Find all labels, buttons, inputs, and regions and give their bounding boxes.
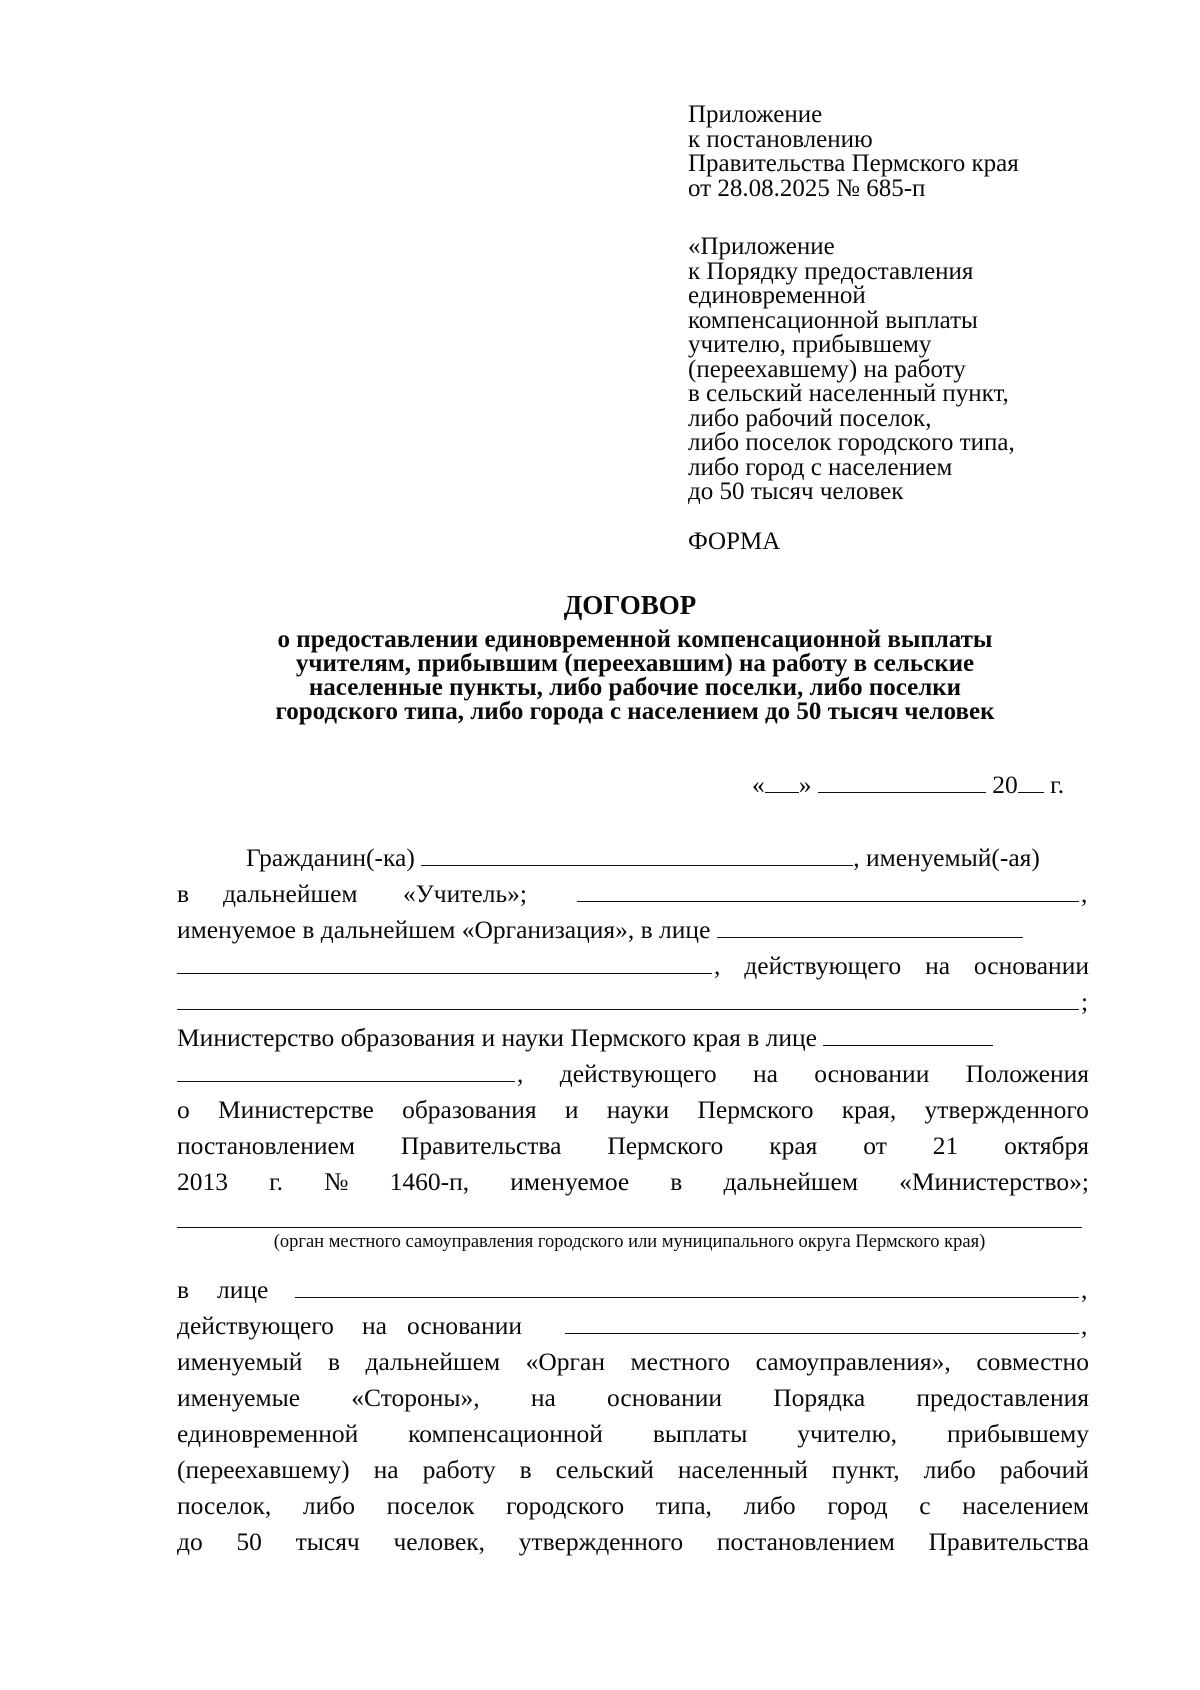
month-blank[interactable] — [818, 770, 986, 793]
acting-basis-text — [714, 951, 1089, 981]
ministry-representative-blank[interactable] — [823, 1023, 993, 1046]
word: 1460-п, — [389, 1167, 470, 1196]
document-title: ДОГОВОР — [563, 590, 697, 620]
word: поселок — [386, 1491, 475, 1520]
word: края — [769, 1131, 818, 1160]
date-open-quote: « — [752, 770, 765, 799]
body-line-citizen — [246, 843, 1040, 873]
body-line-paragraph — [177, 1455, 1089, 1485]
body-line-ministry-regulation — [177, 1095, 1089, 1125]
citizen-name-blank[interactable] — [421, 843, 853, 866]
word: тысяч — [295, 1527, 360, 1556]
comma: , — [1081, 1311, 1088, 1340]
appendix-line: (переехавшему) на работу — [688, 355, 966, 383]
acting-basis-label: , действующего на основании — [714, 951, 1089, 980]
word: дальнейшем — [723, 1167, 859, 1196]
word: пункт, — [831, 1455, 900, 1484]
word: Министерстве — [218, 1095, 374, 1124]
subtitle-line: учителям, прибывшим (переехавшим) на работу в сельские — [295, 650, 975, 677]
word: учителю, — [797, 1419, 898, 1448]
word: основании — [607, 1383, 723, 1412]
word: , — [517, 1059, 524, 1088]
word: Порядка — [773, 1383, 866, 1412]
word: основании — [814, 1059, 930, 1088]
comma: , — [1081, 879, 1088, 908]
word: утвержденного — [518, 1527, 684, 1556]
contract-date — [752, 770, 1064, 800]
resolution-line: от 28.08.2025 № 685-п — [688, 174, 926, 202]
date-close-quote: » — [798, 770, 812, 799]
word: утвержденного — [924, 1095, 1089, 1124]
body-line-ministry-named — [177, 1167, 1089, 1197]
appendix-line: до 50 тысяч человек — [688, 478, 904, 505]
appendix-line: учителю, прибывшему — [688, 331, 932, 358]
appendix-line: либо поселок городского типа, — [688, 429, 1015, 456]
word: 50 — [236, 1527, 262, 1556]
form-label: ФОРМА — [688, 528, 781, 555]
word: на — [362, 1311, 387, 1340]
word: октября — [1004, 1131, 1089, 1160]
local-government-caption: (орган местного самоуправления городского или муниципального округа Пермского края) — [273, 1232, 986, 1252]
word: о — [177, 1095, 190, 1124]
word: действующего — [559, 1059, 717, 1088]
word: постановлением — [177, 1131, 356, 1160]
word: лице — [217, 1275, 269, 1304]
appendix-line: в сельский населенный пункт, — [688, 380, 1009, 407]
word: город — [827, 1491, 888, 1520]
word: населением — [962, 1491, 1089, 1520]
word: на — [530, 1383, 556, 1412]
word: самоуправления», — [755, 1347, 951, 1376]
body-line-paragraph — [177, 1491, 1089, 1521]
word: именуемый — [177, 1347, 303, 1376]
body-line-ministry-resolution — [177, 1131, 1089, 1161]
ministry-position-blank[interactable] — [177, 1059, 515, 1082]
resolution-line: Приложение — [688, 101, 823, 128]
local-government-blank[interactable] — [177, 1227, 1082, 1228]
word: именуемые — [177, 1383, 301, 1412]
appendix-line: единовременной — [688, 282, 866, 309]
word: «Учитель»; — [403, 879, 527, 908]
organization-name-blank[interactable] — [577, 879, 1079, 902]
word: с — [919, 1491, 931, 1520]
word: либо — [743, 1491, 796, 1520]
word: либо — [302, 1491, 355, 1520]
word: Пермского — [607, 1131, 724, 1160]
word: работу — [422, 1455, 496, 1484]
appendix-line: «Приложение — [688, 233, 835, 260]
word: компенсационной — [408, 1419, 603, 1448]
subtitle-line: о предоставлении единовременной компенсационной выплаты — [277, 626, 993, 653]
word: Положения — [965, 1059, 1089, 1088]
word: рабочий — [999, 1455, 1089, 1484]
word: населенный — [677, 1455, 808, 1484]
word: и — [564, 1095, 579, 1124]
org-basis-blank[interactable] — [177, 987, 1079, 1010]
word: основании — [407, 1311, 523, 1340]
appendix-line: к Порядку предоставления — [688, 257, 974, 285]
resolution-line: к постановлению — [688, 125, 873, 153]
word: на — [373, 1455, 399, 1484]
word: от — [863, 1131, 887, 1160]
semicolon: ; — [1081, 987, 1089, 1016]
word: дальнейшем — [365, 1347, 501, 1376]
word: образования — [402, 1095, 537, 1124]
word: в — [177, 1275, 190, 1304]
word: действующего — [177, 1311, 334, 1340]
body-line-paragraph — [177, 1347, 1089, 1377]
word: в — [519, 1455, 532, 1484]
local-representative-blank[interactable] — [295, 1275, 1079, 1298]
word: сельский — [555, 1455, 654, 1484]
appendix-header — [688, 235, 1015, 505]
day-blank[interactable] — [765, 770, 799, 793]
appendix-line: либо город с населением — [688, 453, 953, 481]
citizen-named: , именуемый(-ая) — [853, 843, 1040, 872]
resolution-line: Правительства Пермского края — [688, 150, 1019, 177]
subtitle-line: городского типа, либо города с населением до 50 тысяч человек — [275, 698, 995, 725]
word: Правительства — [928, 1527, 1089, 1556]
org-named-text: именуемое в дальнейшем «Организация», в лице — [177, 915, 711, 944]
word: края, — [841, 1095, 897, 1124]
word: местного — [630, 1347, 731, 1376]
ministry-face-text: Министерство образования и науки Пермского края в лице — [177, 1023, 817, 1052]
word: единовременной — [177, 1419, 359, 1448]
word: до — [177, 1527, 203, 1556]
org-representative-blank[interactable] — [717, 915, 1023, 938]
word: 21 — [932, 1131, 959, 1160]
word: «Орган — [525, 1347, 605, 1376]
word: человек, — [393, 1527, 486, 1556]
word: на — [752, 1059, 778, 1088]
word: 2013 — [177, 1167, 228, 1196]
word: поселок, — [177, 1491, 272, 1520]
word: городского — [506, 1491, 625, 1520]
word: предоставления — [916, 1383, 1089, 1412]
word: в — [177, 879, 190, 908]
word: типа, — [655, 1491, 712, 1520]
body-line-organization — [177, 915, 1023, 945]
word: либо — [923, 1455, 976, 1484]
appendix-line: либо рабочий поселок, — [688, 404, 932, 432]
ministry-acting-words — [517, 1059, 1089, 1089]
body-line-paragraph — [177, 1383, 1089, 1413]
word: в — [670, 1167, 683, 1196]
local-basis-blank[interactable] — [565, 1311, 1079, 1334]
subtitle-line: населенные пункты, либо рабочие поселки, либо поселки — [308, 674, 962, 701]
body-line-paragraph — [177, 1419, 1089, 1449]
comma: , — [1081, 1275, 1088, 1304]
year-suffix: г. — [1050, 770, 1065, 799]
word: постановлением — [716, 1527, 895, 1556]
body-line-ministry — [177, 1023, 993, 1053]
word: Пермского — [697, 1095, 814, 1124]
citizen-label: Гражданин(-ка) — [246, 843, 415, 872]
document-subtitle — [0, 628, 1200, 724]
word: совместно — [976, 1347, 1089, 1376]
body-line-paragraph — [177, 1527, 1089, 1557]
word: в — [327, 1347, 340, 1376]
word: «Стороны», — [351, 1383, 480, 1412]
word: именуемое — [510, 1167, 630, 1196]
word: выплаты — [652, 1419, 748, 1448]
word: (переехавшему) — [177, 1455, 350, 1484]
word: Правительства — [400, 1131, 562, 1160]
year-blank[interactable] — [1018, 770, 1044, 793]
appendix-line: компенсационной выплаты — [688, 306, 978, 334]
word: науки — [606, 1095, 670, 1124]
year-prefix: 20 — [992, 770, 1018, 799]
word: № — [324, 1167, 349, 1196]
org-position-blank[interactable] — [177, 951, 712, 974]
word: «Министерство»; — [899, 1167, 1089, 1196]
word: прибывшему — [946, 1419, 1089, 1448]
word: г. — [269, 1167, 284, 1196]
resolution-header — [688, 103, 1019, 201]
word: дальнейшем — [223, 879, 358, 908]
